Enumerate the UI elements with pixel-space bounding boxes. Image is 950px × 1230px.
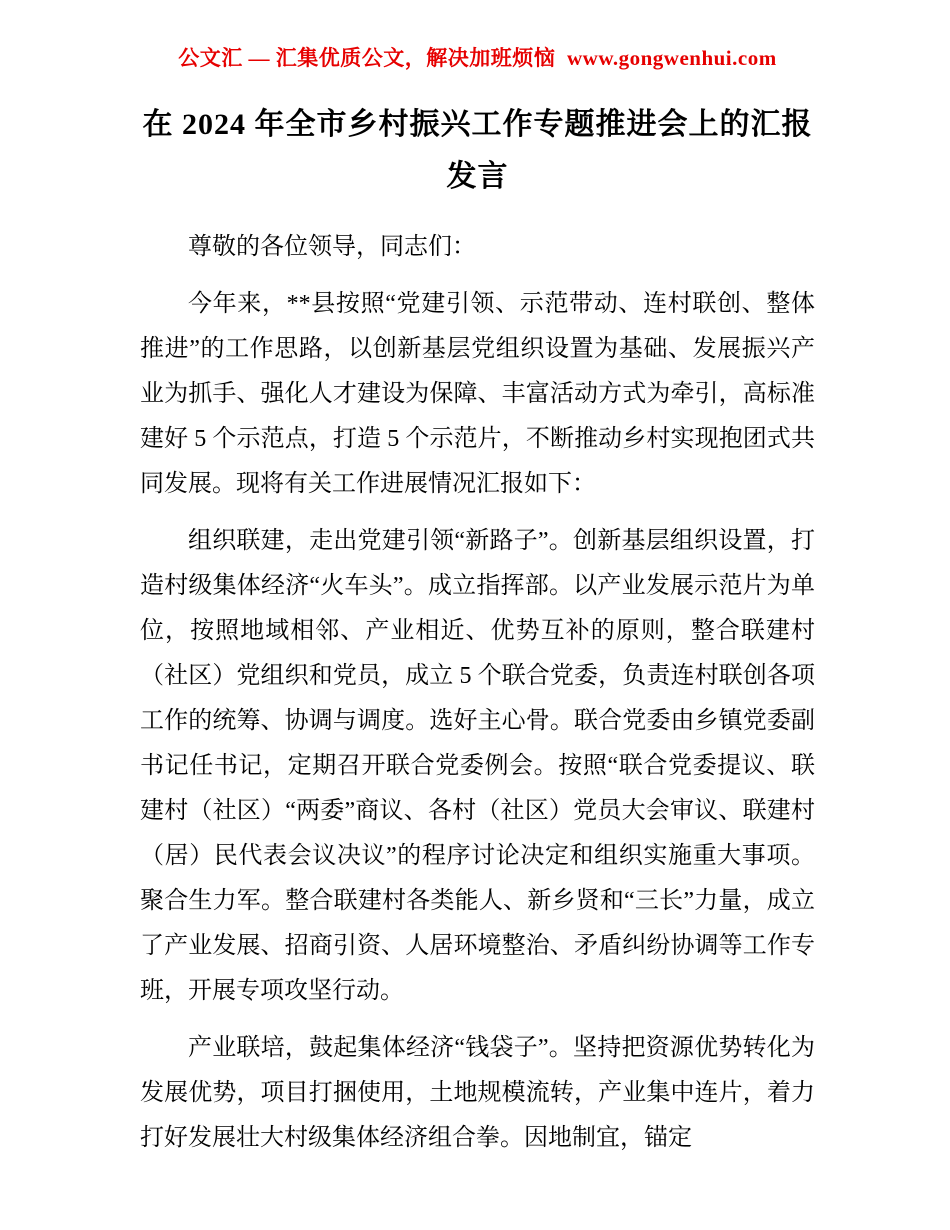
document-body [140, 225, 815, 1161]
watermark-site-text: 公文汇 — 汇集优质公文，解决加班烦恼 [178, 46, 556, 70]
document-title: 在 2024 年全市乡村振兴工作专题推进会上的汇报发言 [142, 108, 813, 194]
watermark-header [140, 46, 815, 71]
paragraph: 组织联建，走出党建引领“新路子”。创新基层组织设置，打造村级集体经济“火车头”。成立指挥部。以产业发展示范片为单位，按照地域相邻、产业相近、优势互补的原则，整合联建村（社区）党组织和党员，成立 5 个联合党委，负责连村联创各项工作的统筹、协调与调度。选好主心骨。联合党委由乡镇党委副书记任书记，定期召开联合党委例会。按照“联合党委提议、联建村（社区）“两委”商议、各村（社区）党员大会审议、联建村（居）民代表会议决议”的程序讨论决定和组织实施重大事项。聚合生力军。整合联建村各类能人、新乡贤和“三长”力量，成立了产业发展、招商引资、人居环境整治、矛盾纠纷协调等工作专班，开展专项攻坚行动。 [140, 528, 815, 1005]
paragraph: 尊敬的各位领导，同志们： [188, 234, 476, 261]
paragraph: 产业联培，鼓起集体经济“钱袋子”。坚持把资源优势转化为发展优势，项目打捆使用，土地规模流转，产业集中连片，着力打好发展壮大村级集体经济组合拳。因地制宜，锚定 [140, 1035, 815, 1152]
watermark-url: www.gongwenhui.com [567, 46, 777, 70]
paragraph: 今年来，**县按照“党建引领、示范带动、连村联创、整体推进”的工作思路，以创新基层党组织设置为基础、发展振兴产业为抓手、强化人才建设为保障、丰富活动方式为牵引，高标准建好 5 个示范点，打造 5 个示范片，不断推动乡村实现抱团式共同发展。现将有关工作进展情况汇报如下： [140, 291, 815, 498]
